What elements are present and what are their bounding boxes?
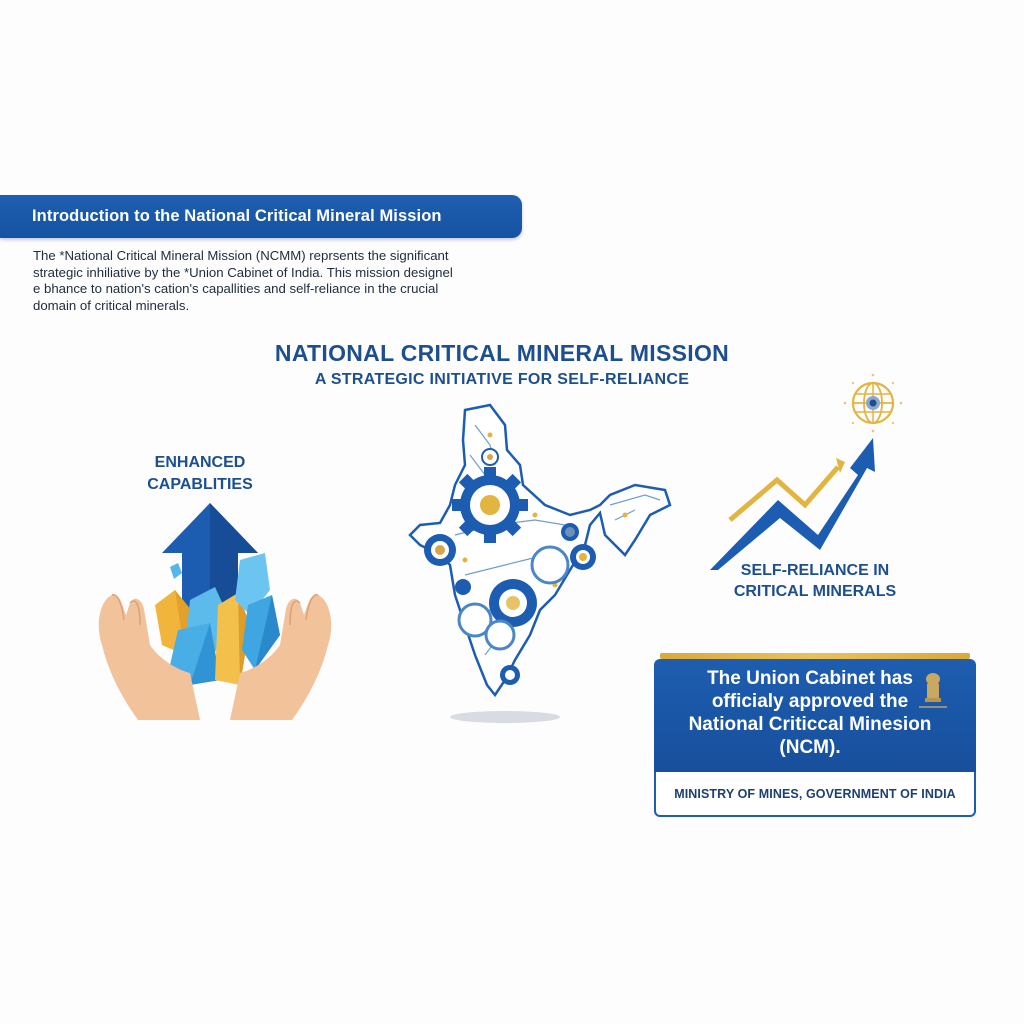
approval-line: (NCM).: [779, 737, 841, 758]
intro-line: The *National Critical Mineral Mission (NCMM) reprsents the significant: [33, 248, 449, 263]
approval-line: National Criticcal Minesion: [688, 714, 932, 735]
rising-arrow-globe-icon: [700, 370, 930, 570]
main-subtitle: A STRATEGIC INITIATIVE FOR SELF-RELIANCE: [314, 371, 690, 388]
cabinet-approval-card: [654, 653, 976, 817]
intro-line: domain of critical minerals.: [33, 297, 190, 313]
enhanced-label-line2: CAPABLITIES: [147, 476, 253, 493]
intro-heading: Introduction to the National Critical Mineral Mission: [32, 207, 442, 225]
main-title: NATIONAL CRITICAL MINERAL MISSION: [274, 340, 730, 366]
approval-card-footer: [654, 772, 976, 817]
national-emblem-icon: [916, 671, 950, 713]
approval-line: The Union Cabinet has: [707, 668, 913, 689]
intro-paragraph: [33, 248, 513, 314]
self-reliance-line2: CRITICAL MINERALS: [733, 583, 897, 600]
intro-heading-banner: [0, 195, 522, 238]
ministry-label: MINISTRY OF MINES, GOVERNMENT OF INDIA: [674, 786, 956, 801]
self-reliance-label: [700, 560, 930, 602]
india-circuit-map-icon: [395, 395, 685, 730]
approval-message: [670, 667, 950, 759]
enhanced-label-line1: ENHANCED: [154, 454, 246, 471]
self-reliance-line1: SELF-RELIANCE IN: [740, 562, 890, 579]
intro-line: e bhance to nation's cation's capallities and self-reliance in the crucial: [33, 281, 439, 296]
hands-crystals-arrow-icon: [90, 495, 340, 720]
approval-line: officialy approved the: [711, 691, 909, 712]
intro-line: strategic inhiliative by the *Union Cabinet of India. This mission designel: [33, 264, 453, 280]
enhanced-capabilities-label: [120, 452, 280, 496]
approval-card-header: [654, 659, 976, 772]
